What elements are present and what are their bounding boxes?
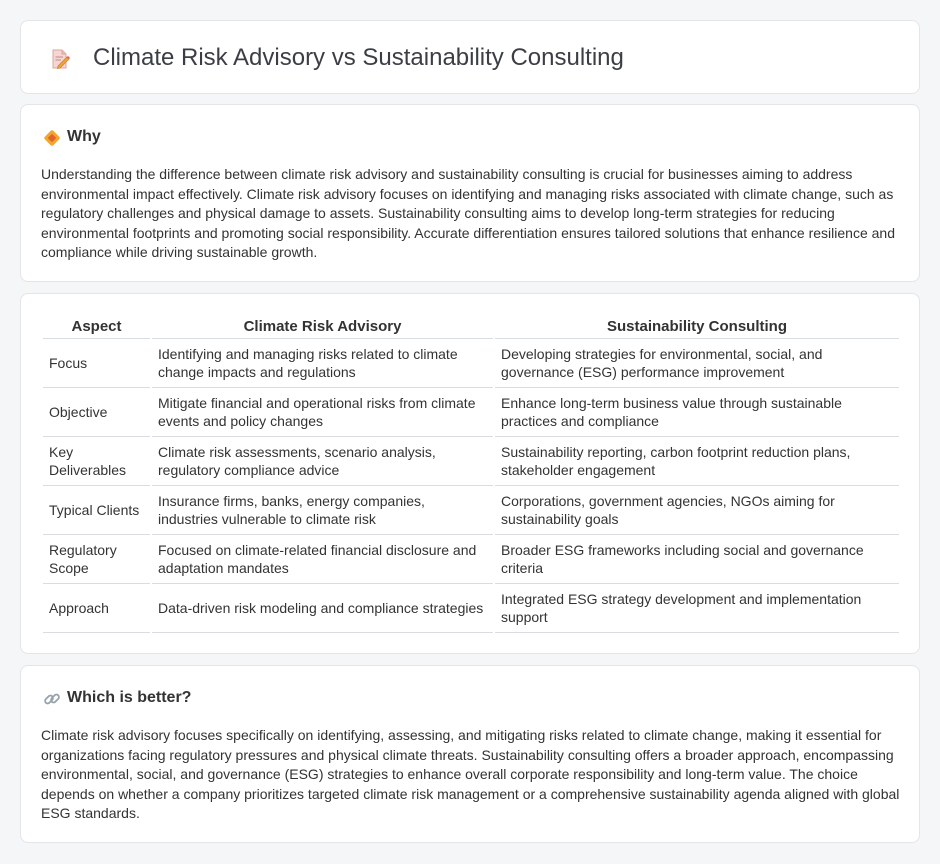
why-title: Why — [67, 128, 101, 145]
which-is-better-title: Which is better? — [67, 689, 192, 706]
row-sustainability: Enhance long-term business value through sustainable practices and compliance — [494, 387, 899, 436]
table-row — [43, 387, 899, 436]
which-is-better-section — [20, 665, 920, 843]
link-icon — [43, 690, 61, 708]
table-row — [43, 485, 899, 534]
row-climate-risk: Focused on climate-related financial disclosure and adaptation mandates — [151, 534, 494, 583]
page-title: Climate Risk Advisory vs Sustainability Consulting — [93, 44, 624, 71]
row-aspect: Typical Clients — [43, 485, 151, 534]
row-aspect: Approach — [43, 583, 151, 632]
diamond-sign-icon — [43, 129, 61, 147]
which-is-better-text: Climate risk advisory focuses specifically on identifying, assessing, and mitigating risks related to climate change, making it essential for organizations facing regulatory pressures and physical climate threats. Sustainability consulting offers a broader approach, encompassing environmental, social, and governance (ESG) strategies to enhance overall corporate responsibility and long-term value. The choice depends on whether a company prioritizes targeted climate risk management or a comprehensive sustainability agenda aligned with global ESG standards. — [41, 727, 900, 821]
table-row — [43, 583, 899, 632]
table-header-row — [43, 316, 899, 338]
row-sustainability: Broader ESG frameworks including social and governance criteria — [494, 534, 899, 583]
table-row — [43, 338, 899, 387]
row-aspect: Key Deliverables — [43, 436, 151, 485]
header-aspect: Aspect — [43, 316, 151, 338]
comparison-section — [20, 293, 920, 654]
row-climate-risk: Climate risk assessments, scenario analysis, regulatory compliance advice — [151, 436, 494, 485]
row-aspect: Focus — [43, 338, 151, 387]
row-sustainability: Integrated ESG strategy development and implementation support — [494, 583, 899, 632]
header-card — [20, 20, 920, 94]
row-aspect: Regulatory Scope — [43, 534, 151, 583]
why-section — [20, 104, 920, 282]
row-climate-risk: Identifying and managing risks related to climate change impacts and regulations — [151, 338, 494, 387]
row-climate-risk: Mitigate financial and operational risks from climate events and policy changes — [151, 387, 494, 436]
table-row — [43, 436, 899, 485]
row-sustainability: Corporations, government agencies, NGOs aiming for sustainability goals — [494, 485, 899, 534]
header-climate-risk-advisory: Climate Risk Advisory — [151, 316, 494, 338]
comparison-table — [43, 316, 899, 633]
row-aspect: Objective — [43, 387, 151, 436]
row-climate-risk: Data-driven risk modeling and compliance strategies — [151, 583, 494, 632]
row-climate-risk: Insurance firms, banks, energy companies, industries vulnerable to climate risk — [151, 485, 494, 534]
document-edit-icon — [49, 48, 71, 70]
table-row — [43, 534, 899, 583]
row-sustainability: Developing strategies for environmental, social, and governance (ESG) performance improvement — [494, 338, 899, 387]
why-text: Understanding the difference between climate risk advisory and sustainability consulting is crucial for businesses aiming to address environmental impact effectively. Climate risk advisory focuses on identifying and managing risks associated with climate change, such as regulatory challenges and physical damage to assets. Sustainability consulting aims to develop long-term strategies for reducing environmental footprints and promoting social responsibility. Accurate differentiation ensures tailored solutions that enhance resilience and compliance while driving sustainable growth. — [41, 166, 895, 260]
row-sustainability: Sustainability reporting, carbon footprint reduction plans, stakeholder engagement — [494, 436, 899, 485]
header-sustainability-consulting: Sustainability Consulting — [494, 316, 899, 338]
